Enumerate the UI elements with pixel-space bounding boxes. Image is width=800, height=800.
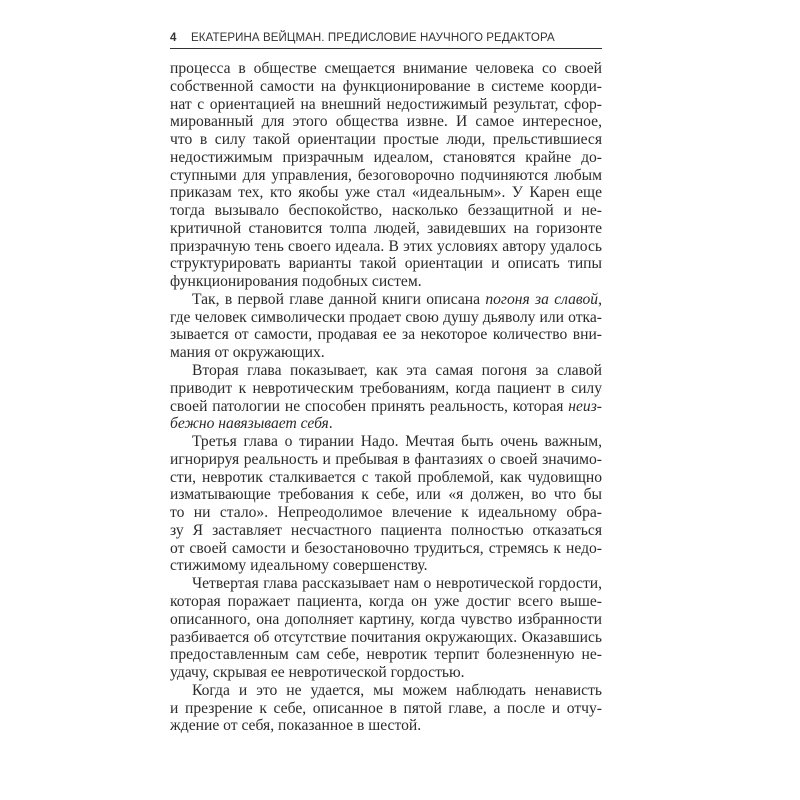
text-segment: изматывающие требования к себе, или «я должен, во что бы [170,486,602,504]
paragraph [170,575,602,682]
text-segment: то ни стало». Непреодолимое влечение к идеальному обра- [170,504,602,522]
text-line [170,486,602,504]
text-segment: мированный для этого общества извне. И самое интересное, [170,113,602,131]
text-segment: стижимому идеальному совершенству. [170,557,428,575]
text-segment: зу Я заставляет несчастного пациента полностью отказаться [170,521,602,539]
text-line [170,469,602,487]
text-segment: функционирования подобных систем. [170,273,422,291]
text-segment: Третья глава о тирании Надо. Мечтая быть очень важным, [192,433,602,451]
italic-text: неиз- [568,397,602,415]
text-line [170,96,602,114]
text-line [170,682,602,700]
text-segment: сти, невротик сталкивается с такой проблемой, как чудовищно [170,468,602,486]
text-line [170,629,602,647]
text-segment: критичной становится толпа людей, завидевших на горизонте [170,219,602,237]
text-segment: приводит к невротическим требованиям, когда пациент в силу [170,379,602,397]
text-line [170,398,602,416]
paragraph [170,291,602,362]
text-line [170,700,602,718]
text-segment: которая поражает пациента, когда он уже достиг всего выше- [170,592,602,610]
paragraph [170,433,602,575]
text-segment: удачу, скрывая ее невротической гордостью. [170,664,465,682]
text-segment: игнорируя реальность и пребывая в фантазиях о своей значимо- [170,450,602,468]
running-title: ЕКАТЕРИНА ВЕЙЦМАН. ПРЕДИСЛОВИЕ НАУЧНОГО РЕДАКТОРА [191,32,555,44]
text-line [170,557,602,575]
text-segment: от своей самости и безостановочно трудиться, стремясь к недо- [170,539,602,557]
text-line [170,717,602,735]
text-line [170,184,602,202]
paragraph [170,682,602,735]
text-line [170,344,602,362]
text-segment: . [328,415,333,433]
text-segment: описанного, она дополняет картину, когда чувство избранности [170,610,602,628]
text-line [170,131,602,149]
text-line [170,113,602,131]
text-line [170,522,602,540]
text-line [170,78,602,96]
text-segment: разбивается об отсутствие почитания окружающих. Оказавшись [170,628,602,646]
text-line [170,433,602,451]
text-segment: приказам тех, кто якобы уже стал «идеальным». У Карен еще [170,184,602,202]
text-line [170,362,602,380]
text-line [170,255,602,273]
text-segment: зывается от самости, продавая ее за некоторое количество вни- [170,326,602,344]
text-line [170,504,602,522]
text-segment: Когда и это не удается, мы можем наблюдать ненависть [192,681,602,699]
text-segment: призрачную тень своего идеала. В этих условиях автору удалось [170,237,602,255]
text-line [170,664,602,682]
text-line [170,540,602,558]
text-segment: своей патологии не способен принять реальность, которая [170,397,569,415]
text-segment: нат с ориентацией на внешний недостижимый результат, сфор- [170,95,602,113]
text-segment: тогда вызывало беспокойство, насколько беззащитной и не- [170,202,602,220]
text-segment: что в силу такой ориентации простые люди, прельстившиеся [170,131,602,149]
text-line [170,611,602,629]
text-line [170,167,602,185]
text-segment: Так, в первой главе данной книги описана [192,290,486,308]
text-segment: собственной самости на функционирование в системе коорди- [170,77,602,95]
text-line [170,415,602,433]
text-line [170,451,602,469]
text-segment: Вторая глава показывает, как эта самая погоня за славой [192,362,602,380]
text-line [170,380,602,398]
text-segment: , [598,290,602,308]
text-line [170,220,602,238]
text-segment: структурировать варианты такой ориентации и описать типы [170,255,602,273]
page-number: 4 [170,32,177,44]
text-segment: где человек символически продает свою душу дьяволу или отка- [170,308,602,326]
running-header [170,28,602,49]
text-line [170,593,602,611]
text-segment: ждение от себя, показанное в шестой. [170,717,422,735]
text-segment: недостижимым призрачным идеалом, становятся крайне до- [170,148,602,166]
text-segment: мания от окружающих. [170,344,325,362]
text-line [170,309,602,327]
text-line [170,326,602,344]
text-segment: процесса в обществе смещается внимание человека со своей [170,60,602,77]
text-segment: и презрение к себе, описанное в пятой главе, а после и отчу- [170,699,602,717]
text-segment: ступными для управления, безоговорочно подчиняются любым [170,166,602,184]
text-line [170,202,602,220]
text-line [170,238,602,256]
text-line [170,575,602,593]
page-body [170,60,602,735]
text-line [170,273,602,291]
italic-text: погоня за славой [485,290,599,308]
text-segment: предоставленным сам себе, невротик терпит болезненную не- [170,646,602,664]
italic-text: бежно навязывает себя [170,415,329,433]
text-line [170,291,602,309]
paragraph [170,362,602,433]
text-segment: Четвертая глава рассказывает нам о невротической гордости, [192,575,602,593]
text-line [170,149,602,167]
text-line [170,646,602,664]
paragraph [170,60,602,291]
text-line [170,60,602,78]
